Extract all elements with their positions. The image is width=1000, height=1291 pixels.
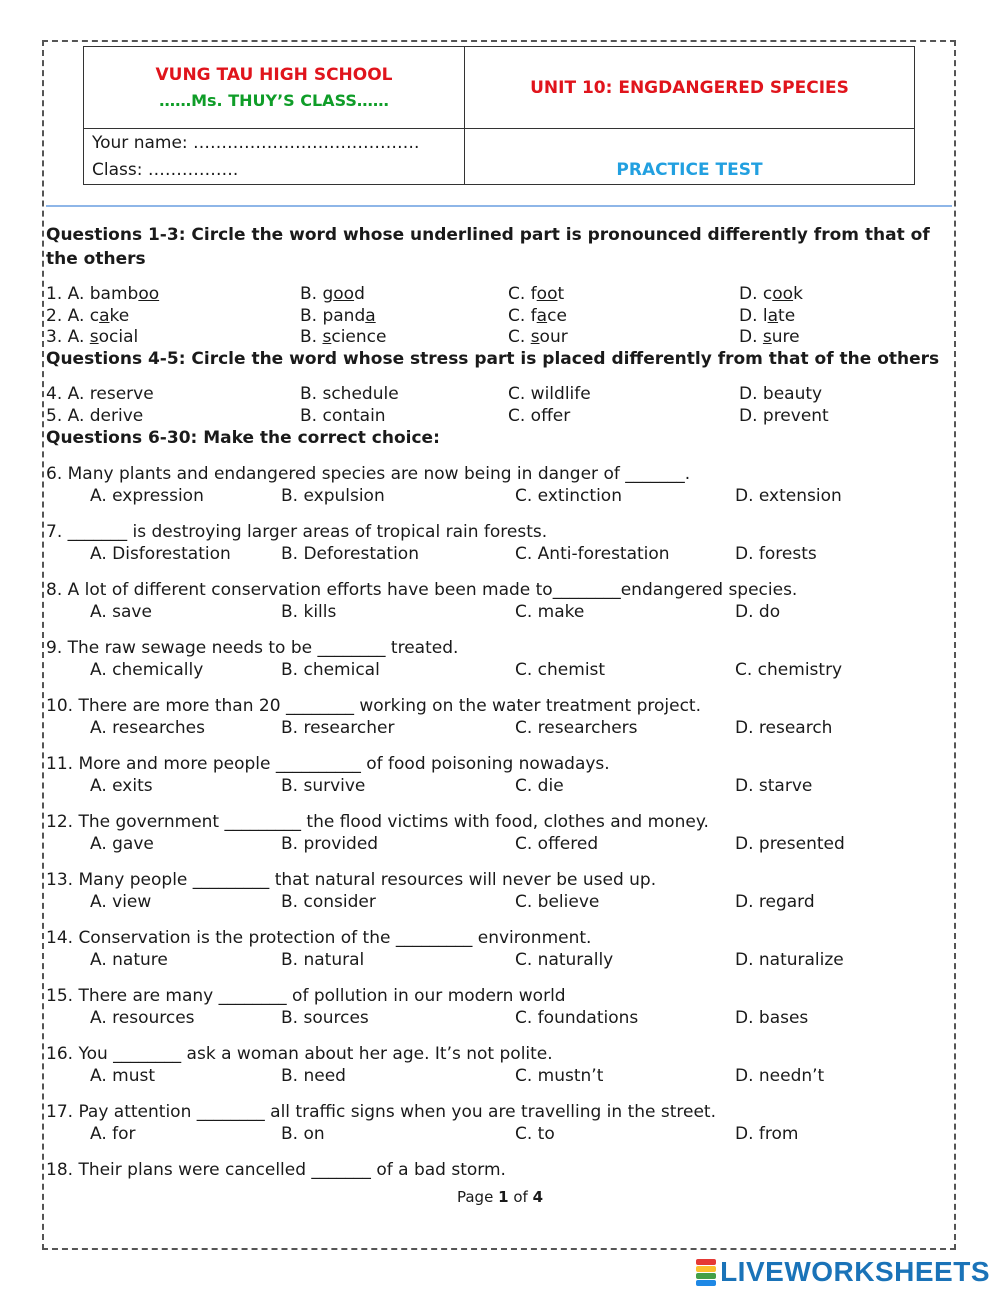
school-cell [84, 47, 465, 129]
option-c[interactable]: C. chemist [515, 660, 606, 680]
header-table [83, 46, 915, 185]
question-stem: 16. You ________ ask a woman about her age. It’s not polite. [46, 1044, 553, 1064]
option-d[interactable]: D. needn’t [735, 1066, 825, 1086]
option-a[interactable]: A. must [90, 1066, 155, 1086]
option-d[interactable]: D. from [735, 1124, 799, 1144]
logo-bar-3 [696, 1273, 716, 1279]
option-a[interactable]: A. exits [90, 776, 153, 796]
liveworksheets-brand[interactable] [696, 1256, 990, 1288]
option-c[interactable]: C. to [515, 1124, 555, 1144]
option-b[interactable]: B. survive [281, 776, 366, 796]
option-d[interactable]: D. sure [739, 327, 800, 347]
option-c[interactable]: C. sour [508, 327, 568, 347]
option-d[interactable]: D. starve [735, 776, 813, 796]
option-d[interactable]: D. regard [735, 892, 815, 912]
option-b[interactable]: B. provided [281, 834, 379, 854]
option-d[interactable]: D. late [739, 305, 796, 326]
option-b[interactable]: B. expulsion [281, 486, 385, 506]
option-c[interactable]: C. wildlife [508, 384, 591, 404]
option-b[interactable]: B. natural [281, 950, 365, 970]
option-a[interactable]: A. expression [90, 486, 204, 506]
option-d[interactable]: D. do [735, 602, 781, 622]
option-c[interactable]: C. Anti-forestation [515, 544, 670, 564]
option-b[interactable]: B. kills [281, 602, 337, 622]
option-c[interactable]: C. believe [515, 892, 600, 912]
option-a[interactable]: A. resources [90, 1008, 195, 1028]
question-stem: 10. There are more than 20 ________ working on the water treatment project. [46, 696, 701, 716]
question-stem: 13. Many people _________ that natural resources will never be used up. [46, 870, 657, 890]
option-a[interactable]: A. view [90, 892, 152, 912]
option-d[interactable]: D. extension [735, 486, 842, 506]
option-a[interactable]: A. Disforestation [90, 544, 231, 564]
total-pages: 4 [532, 1188, 543, 1206]
option-c[interactable]: C. researchers [515, 718, 638, 738]
practice-test-label: PRACTICE TEST [465, 129, 915, 185]
page-footer [0, 1188, 1000, 1206]
brand-text: LIVEWORKSHEETS [720, 1256, 990, 1287]
option-a[interactable]: 3. A. social [46, 327, 139, 347]
class-field[interactable]: Class: ……………. [92, 159, 239, 180]
option-a[interactable]: A. researches [90, 718, 205, 738]
question-stem: 9. The raw sewage needs to be ________ treated. [46, 638, 459, 658]
option-c[interactable]: C. face [508, 305, 567, 326]
option-c[interactable]: C. offer [508, 406, 571, 426]
divider [46, 205, 952, 207]
name-field[interactable]: Your name: …………………………………. [92, 132, 420, 153]
option-c[interactable]: C. naturally [515, 950, 614, 970]
option-a[interactable]: A. chemically [90, 660, 204, 680]
option-b[interactable]: B. on [281, 1124, 325, 1144]
option-a[interactable]: 2. A. cake [46, 305, 130, 326]
question-stem: 7. _______ is destroying larger areas of tropical rain forests. [46, 522, 548, 542]
question-stem: 11. More and more people __________ of food poisoning nowadays. [46, 754, 610, 774]
option-d[interactable]: C. chemistry [735, 660, 843, 680]
question-stem: 17. Pay attention ________ all traffic signs when you are travelling in the street. [46, 1102, 717, 1122]
option-b[interactable]: B. chemical [281, 660, 380, 680]
option-b[interactable]: B. schedule [300, 384, 399, 404]
logo-bar-1 [696, 1259, 716, 1265]
question-stem: 14. Conservation is the protection of the _________ environment. [46, 928, 592, 948]
option-d[interactable]: D. naturalize [735, 950, 844, 970]
option-a[interactable]: A. save [90, 602, 152, 622]
option-c[interactable]: C. mustn’t [515, 1066, 604, 1086]
page-word: Page [456, 1188, 494, 1206]
class-name: ……Ms. THUY’S CLASS…… [159, 90, 389, 110]
option-b[interactable]: B. science [300, 327, 387, 347]
option-a[interactable]: A. for [90, 1124, 136, 1144]
question-stem: 18. Their plans were cancelled _______ of a bad storm. [46, 1160, 506, 1180]
logo-bar-2 [696, 1266, 716, 1272]
option-d[interactable]: D. beauty [739, 384, 823, 404]
option-c[interactable]: C. offered [515, 834, 599, 854]
liveworksheets-logo-icon [696, 1259, 716, 1285]
section-heading-3: Questions 6-30: Make the correct choice: [46, 428, 440, 448]
option-d[interactable]: D. forests [735, 544, 817, 564]
student-info [84, 129, 465, 185]
section-heading-1: Questions 1-3: Circle the word whose underlined part is pronounced differently from that of the others [46, 225, 930, 269]
option-d[interactable]: D. prevent [739, 406, 829, 426]
option-c[interactable]: C. extinction [515, 486, 622, 506]
option-b[interactable]: B. need [281, 1066, 346, 1086]
question-stem: 12. The government _________ the flood victims with food, clothes and money. [46, 812, 709, 832]
option-d[interactable]: D. presented [735, 834, 845, 854]
option-b[interactable]: B. contain [300, 406, 386, 426]
option-b[interactable]: B. good [300, 284, 365, 304]
option-c[interactable]: C. die [515, 776, 564, 796]
of-word: of [513, 1188, 528, 1206]
option-a[interactable]: 1. A. bamboo [46, 284, 160, 304]
option-a[interactable]: 4. A. reserve [46, 384, 154, 404]
logo-bar-4 [696, 1280, 716, 1286]
question-stem: 6. Many plants and endangered species are now being in danger of _______. [46, 464, 691, 484]
school-name: VUNG TAU HIGH SCHOOL [155, 64, 393, 85]
option-a[interactable]: 5. A. derive [46, 406, 144, 426]
section-heading-2: Questions 4-5: Circle the word whose stress part is placed differently from that of the others [46, 349, 940, 369]
option-b[interactable]: B. consider [281, 892, 376, 912]
unit-title: UNIT 10: ENGDANGERED SPECIES [465, 47, 915, 129]
option-c[interactable]: C. foot [508, 284, 565, 304]
option-c[interactable]: C. make [515, 602, 585, 622]
option-d[interactable]: D. research [735, 718, 833, 738]
option-b[interactable]: B. Deforestation [281, 544, 419, 564]
question-stem: 15. There are many ________ of pollution in our modern world [46, 986, 566, 1006]
option-c[interactable]: C. foundations [515, 1008, 639, 1028]
option-d[interactable]: D. bases [735, 1008, 809, 1028]
option-b[interactable]: B. researcher [281, 718, 395, 738]
option-d[interactable]: D. cook [739, 284, 803, 304]
option-b[interactable]: B. panda [300, 305, 376, 326]
current-page: 1 [498, 1188, 509, 1206]
option-a[interactable]: A. nature [90, 950, 168, 970]
question-stem: 8. A lot of different conservation efforts have been made to________endangered species. [46, 580, 798, 600]
option-b[interactable]: B. sources [281, 1008, 369, 1028]
option-a[interactable]: A. gave [90, 834, 154, 854]
